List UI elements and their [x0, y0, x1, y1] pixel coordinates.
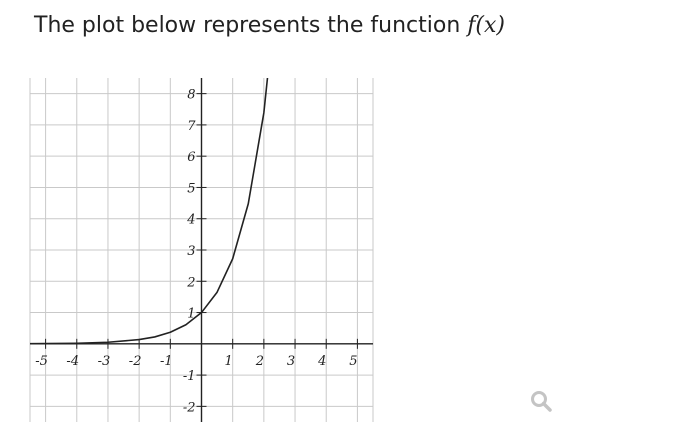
question-prefix: The plot below represents the function: [34, 13, 468, 38]
x-tick-label: 1: [224, 353, 233, 369]
curves: [30, 0, 297, 344]
x-tick-label: 5: [349, 353, 358, 369]
function-curve: [30, 0, 297, 344]
x-tick-label: -2: [128, 353, 142, 369]
tick-labels: [35, 88, 357, 416]
y-tick-label: 2: [187, 275, 196, 291]
x-tick-label: -5: [35, 353, 48, 369]
x-tick-label: 4: [318, 353, 327, 369]
y-tick-label: 8: [187, 87, 196, 103]
y-tick-label: 6: [187, 150, 196, 166]
magnify-icon[interactable]: [528, 385, 556, 413]
y-tick-label: -2: [182, 400, 196, 416]
x-tick-label: 3: [286, 353, 296, 369]
x-tick-label: -1: [159, 353, 173, 369]
y-tick-label: 5: [187, 181, 196, 197]
function-notation: f(x): [467, 13, 505, 38]
y-tick-label: 7: [187, 118, 196, 134]
y-tick-label: 3: [187, 244, 196, 259]
y-tick-label: 1: [187, 306, 196, 322]
x-tick-label: -4: [66, 353, 80, 369]
y-tick-label: 4: [187, 212, 196, 228]
x-tick-label: 2: [255, 353, 265, 369]
x-tick-label: -3: [97, 353, 111, 369]
y-tick-label: -1: [182, 369, 196, 385]
